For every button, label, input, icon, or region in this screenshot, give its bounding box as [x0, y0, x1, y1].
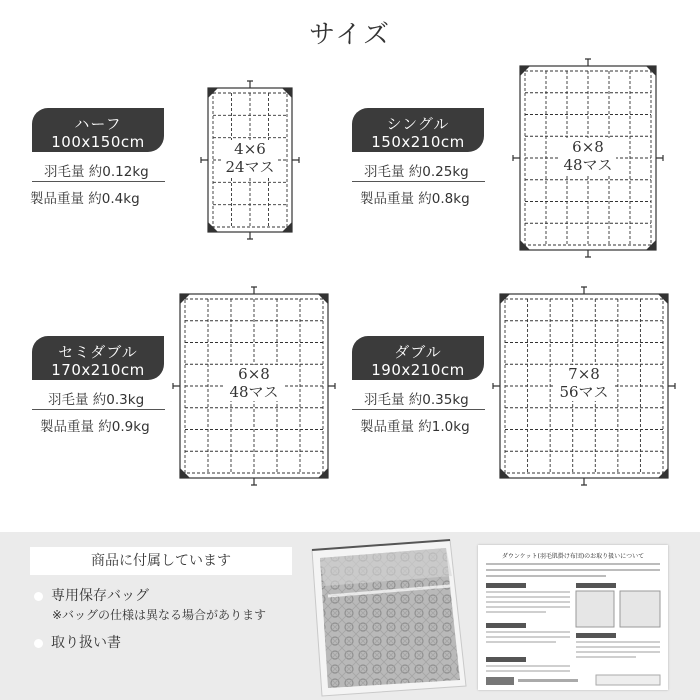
size-name: ダブル — [394, 343, 442, 361]
spec-divider — [352, 409, 485, 410]
accessory-bag-note: ※バッグの仕様は異なる場合があります — [52, 608, 267, 622]
edge-tab — [201, 157, 208, 163]
size-dims: 170x210cm — [51, 361, 145, 379]
size-name: セミダブル — [58, 343, 138, 361]
edge-tab — [247, 232, 253, 239]
product-weight: 製品重量 約0.9kg — [40, 419, 150, 435]
page-title: サイズ — [309, 20, 391, 50]
spec-divider — [32, 409, 165, 410]
edge-tab — [656, 155, 663, 161]
cell-count: 48マス — [563, 156, 613, 174]
edge-tab — [251, 478, 257, 485]
size-dims: 190x210cm — [371, 361, 465, 379]
edge-tab — [585, 59, 591, 66]
size-dims: 100x150cm — [51, 133, 145, 151]
product-weight: 製品重量 約1.0kg — [360, 419, 470, 435]
product-weight: 製品重量 約0.4kg — [30, 191, 140, 207]
storage-bag-image — [300, 536, 468, 698]
accessory-bag — [34, 585, 149, 605]
edge-tab — [581, 287, 587, 294]
edge-tab — [513, 155, 520, 161]
edge-tab — [328, 383, 335, 389]
edge-tab — [173, 383, 180, 389]
feather-amount: 羽毛量 約0.25kg — [364, 164, 469, 180]
grid-dims: 4×6 — [234, 140, 266, 158]
grid-label-half — [222, 140, 278, 176]
size-name: ハーフ — [74, 115, 122, 133]
edge-tab — [247, 81, 253, 88]
cell-count: 48マス — [229, 383, 279, 401]
spec-divider — [352, 181, 485, 182]
accessories-heading: 商品に付属しています — [30, 547, 292, 575]
edge-tab — [493, 383, 500, 389]
instruction-manual-image — [478, 545, 668, 690]
edge-tab — [581, 478, 587, 485]
grid-label-semidouble — [224, 365, 284, 401]
accessory-manual — [34, 632, 121, 652]
grid-dims: 7×8 — [568, 365, 600, 383]
bullet-icon — [34, 592, 43, 601]
edge-tab — [668, 383, 675, 389]
edge-tab — [585, 250, 591, 257]
size-label-half — [32, 108, 164, 152]
edge-tab — [292, 157, 299, 163]
cell-count: 24マス — [225, 158, 275, 176]
grid-dims: 6×8 — [572, 138, 604, 156]
bullet-icon — [34, 639, 43, 648]
size-dims: 150x210cm — [371, 133, 465, 151]
size-name: シングル — [386, 115, 450, 133]
accessory-manual-label: 取り扱い書 — [51, 635, 121, 651]
feather-amount: 羽毛量 約0.12kg — [44, 164, 149, 180]
manual-title: ダウンケット(羽毛肌掛け布団)のお取り扱いについて — [501, 553, 645, 560]
edge-tab — [251, 287, 257, 294]
spec-divider — [32, 181, 165, 182]
size-label-double — [352, 336, 484, 380]
grid-label-double — [554, 365, 614, 401]
feather-amount: 羽毛量 約0.35kg — [364, 392, 469, 408]
grid-label-single — [560, 138, 616, 174]
accessory-bag-label: 専用保存バッグ — [51, 588, 149, 604]
feather-amount: 羽毛量 約0.3kg — [48, 392, 145, 408]
size-label-single — [352, 108, 484, 152]
grid-dims: 6×8 — [238, 365, 270, 383]
size-label-semidouble — [32, 336, 164, 380]
product-weight: 製品重量 約0.8kg — [360, 191, 470, 207]
cell-count: 56マス — [559, 383, 609, 401]
